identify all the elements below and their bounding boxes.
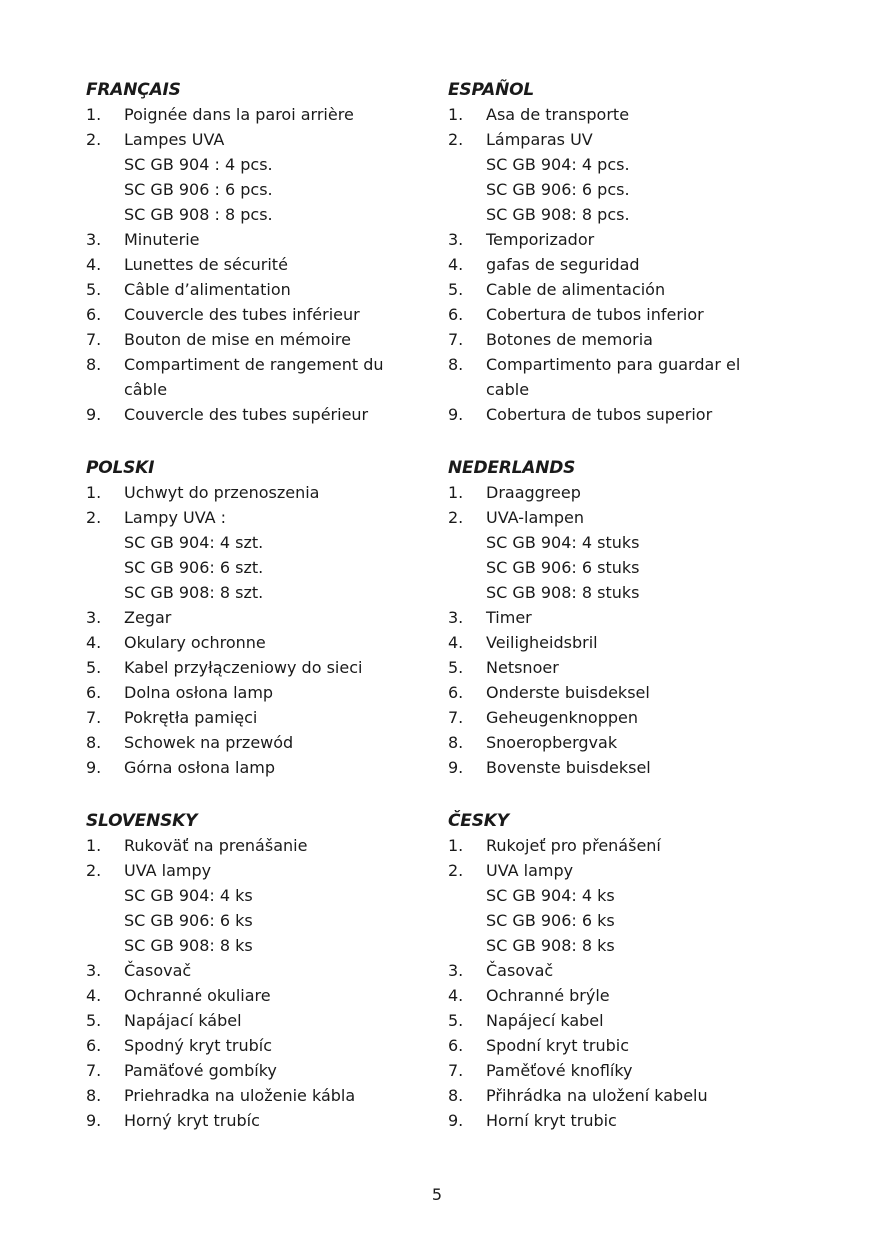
item-number: 3. [448,608,464,627]
item-number: 9. [86,758,102,777]
list-item [86,1058,476,1083]
item-label: UVA lampy [124,861,212,880]
item-label: Lampes UVA [124,130,225,149]
list-item [86,755,476,780]
item-number: 8. [448,733,464,752]
item-label: Horný kryt trubíc [124,1111,260,1130]
item-label: Temporizador [486,230,595,249]
list-item [448,730,838,755]
item-number: 3. [86,230,102,249]
item-number: 4. [86,633,102,652]
item-label: Compartiment de rangement du [124,355,384,374]
item-number: 2. [86,130,102,149]
item-number: 3. [448,230,464,249]
item-number: 6. [448,683,464,702]
item-label: Compartimento para guardar el [486,355,741,374]
item-label: Napájecí kabel [486,1011,604,1030]
section-slovensky [86,809,476,1133]
parts-list [86,480,476,780]
item-label-line: SC GB 906: 6 pcs. [486,180,630,199]
list-item [86,252,476,277]
list-item [448,605,838,630]
item-label: Ochranné brýle [486,986,610,1005]
list-item [86,958,476,983]
list-item [86,1033,476,1058]
item-label: Paměťové knoflíky [486,1061,633,1080]
list-item [448,1083,838,1108]
item-number: 7. [448,708,464,727]
item-number: 4. [448,633,464,652]
item-label-line: SC GB 906 : 6 pcs. [124,180,273,199]
item-number: 8. [448,1086,464,1105]
parts-list [86,102,476,427]
item-number: 4. [448,255,464,274]
item-label: Minuterie [124,230,200,249]
item-number: 1. [448,836,464,855]
item-label: Couvercle des tubes inférieur [124,305,360,324]
item-label-line: SC GB 908: 8 pcs. [486,205,630,224]
list-item [448,1058,838,1083]
item-label: Bovenste buisdeksel [486,758,651,777]
item-label-line: SC GB 904: 4 stuks [486,533,640,552]
list-item [86,402,476,427]
item-label: Górna osłona lamp [124,758,275,777]
item-label: Zegar [124,608,172,627]
item-number: 4. [86,986,102,1005]
list-item [86,127,476,227]
list-item [86,227,476,252]
item-number: 1. [86,483,102,502]
item-number: 2. [86,861,102,880]
item-number: 9. [448,405,464,424]
item-number: 7. [448,1061,464,1080]
item-label: Horní kryt trubic [486,1111,617,1130]
item-label: UVA-lampen [486,508,584,527]
item-label: Draaggreep [486,483,581,502]
list-item [448,858,838,958]
section-francais [86,78,476,427]
parts-list [448,102,838,427]
item-label: Poignée dans la paroi arrière [124,105,354,124]
list-item [86,858,476,958]
item-label: Cable de alimentación [486,280,666,299]
list-item [86,605,476,630]
item-number: 6. [448,305,464,324]
parts-list [448,480,838,780]
list-item [448,102,838,127]
list-item [86,705,476,730]
list-item [448,302,838,327]
list-item [86,1008,476,1033]
item-number: 5. [86,280,102,299]
item-number: 5. [448,1011,464,1030]
list-item [86,1108,476,1133]
item-number: 1. [448,483,464,502]
item-number: 3. [86,961,102,980]
list-item [86,480,476,505]
item-number: 8. [448,355,464,374]
item-label-line: SC GB 906: 6 ks [124,911,253,930]
item-label-line: SC GB 908 : 8 pcs. [124,205,273,224]
list-item [86,302,476,327]
item-number: 1. [86,836,102,855]
item-label: gafas de seguridad [486,255,640,274]
item-number: 2. [448,508,464,527]
list-item [86,277,476,302]
item-label: Spodní kryt trubic [486,1036,629,1055]
list-item [448,833,838,858]
list-item [448,327,838,352]
item-label-line: SC GB 904: 4 ks [486,886,615,905]
item-label: Cobertura de tubos superior [486,405,713,424]
section-heading: ESPAÑOL [448,80,535,100]
item-label: Pokrętła pamięci [124,708,258,727]
list-item [448,127,838,227]
item-label: Veiligheidsbril [486,633,598,652]
item-label: Lámparas UV [486,130,593,149]
item-label: Rukoväť na prenášanie [124,836,308,855]
item-label: Onderste buisdeksel [486,683,650,702]
item-label-line: SC GB 908: 8 stuks [486,583,640,602]
item-number: 5. [448,280,464,299]
item-number: 3. [448,961,464,980]
item-number: 5. [86,1011,102,1030]
item-label: Pamäťové gombíky [124,1061,277,1080]
item-label: UVA lampy [486,861,574,880]
item-label-line: SC GB 904: 4 pcs. [486,155,630,174]
list-item [448,252,838,277]
item-number: 4. [86,255,102,274]
parts-list [448,833,838,1133]
list-item [448,402,838,427]
item-label: Napájací kábel [124,1011,242,1030]
section-espanol [448,78,838,427]
item-number: 7. [448,330,464,349]
item-number: 2. [448,130,464,149]
list-item [86,327,476,352]
item-number: 2. [86,508,102,527]
item-number: 9. [448,1111,464,1130]
list-item [86,102,476,127]
item-number: 9. [448,758,464,777]
item-number: 8. [86,1086,102,1105]
section-heading: NEDERLANDS [448,458,576,478]
item-label: Câble d’alimentation [124,280,291,299]
section-cesky [448,809,838,1133]
item-number: 7. [86,1061,102,1080]
item-label: Spodný kryt trubíc [124,1036,273,1055]
list-item [86,1083,476,1108]
parts-list [86,833,476,1133]
list-item [448,1008,838,1033]
item-label: Botones de memoria [486,330,653,349]
item-label: Schowek na przewód [124,733,294,752]
item-label-line: SC GB 904: 4 szt. [124,533,264,552]
list-item [448,630,838,655]
list-item [448,705,838,730]
item-number: 7. [86,708,102,727]
list-item [448,1033,838,1058]
item-label-line: SC GB 906: 6 ks [486,911,615,930]
list-item [86,505,476,605]
page-number: 5 [431,1185,443,1204]
item-number: 8. [86,355,102,374]
item-label: Asa de transporte [486,105,630,124]
section-polski [86,456,476,780]
item-number: 5. [86,658,102,677]
list-item [448,227,838,252]
list-item [448,680,838,705]
list-item [86,655,476,680]
item-number: 5. [448,658,464,677]
list-item [448,505,838,605]
item-label: Priehradka na uloženie kábla [124,1086,356,1105]
item-label: Couvercle des tubes supérieur [124,405,369,424]
list-item [86,983,476,1008]
item-label: Timer [486,608,532,627]
item-label: Netsnoer [486,658,559,677]
item-label: Bouton de mise en mémoire [124,330,351,349]
item-label-line: SC GB 906: 6 stuks [486,558,640,577]
list-item [448,352,838,402]
item-label: Snoeropbergvak [486,733,618,752]
list-item [448,755,838,780]
item-label: Lampy UVA : [124,508,227,527]
item-label: Lunettes de sécurité [124,255,288,274]
section-nederlands [448,456,838,780]
item-number: 9. [86,1111,102,1130]
item-label: Časovač [486,961,554,980]
item-number: 9. [86,405,102,424]
list-item [448,958,838,983]
item-label: Rukojeť pro přenášení [486,836,661,855]
item-number: 6. [86,1036,102,1055]
list-item [448,655,838,680]
item-label: Časovač [124,961,192,980]
item-label: Ochranné okuliare [124,986,271,1005]
item-label: Kabel przyłączeniowy do sieci [124,658,363,677]
item-label: Uchwyt do przenoszenia [124,483,320,502]
item-label-line: SC GB 908: 8 ks [124,936,253,955]
item-label: Dolna osłona lamp [124,683,274,702]
list-item [86,630,476,655]
item-label: Cobertura de tubos inferior [486,305,704,324]
item-number: 1. [448,105,464,124]
item-number: 6. [448,1036,464,1055]
item-label-line: câble [124,380,168,399]
item-number: 4. [448,986,464,1005]
section-heading: SLOVENSKY [86,811,198,831]
list-item [86,730,476,755]
list-item [86,833,476,858]
item-number: 8. [86,733,102,752]
list-item [86,352,476,402]
item-label-line: SC GB 908: 8 szt. [124,583,264,602]
item-label: Okulary ochronne [124,633,266,652]
section-heading: ČESKY [448,811,509,831]
item-number: 7. [86,330,102,349]
item-number: 6. [86,683,102,702]
item-number: 2. [448,861,464,880]
item-label-line: cable [486,380,530,399]
list-item [448,1108,838,1133]
item-label-line: SC GB 904 : 4 pcs. [124,155,273,174]
item-label: Přihrádka na uložení kabelu [486,1086,708,1105]
list-item [86,680,476,705]
item-label: Geheugenknoppen [486,708,638,727]
list-item [448,983,838,1008]
section-heading: FRANÇAIS [86,80,181,100]
item-number: 1. [86,105,102,124]
item-number: 6. [86,305,102,324]
item-number: 3. [86,608,102,627]
list-item [448,480,838,505]
item-label-line: SC GB 906: 6 szt. [124,558,264,577]
list-item [448,277,838,302]
item-label-line: SC GB 904: 4 ks [124,886,253,905]
section-heading: POLSKI [86,458,155,478]
item-label-line: SC GB 908: 8 ks [486,936,615,955]
